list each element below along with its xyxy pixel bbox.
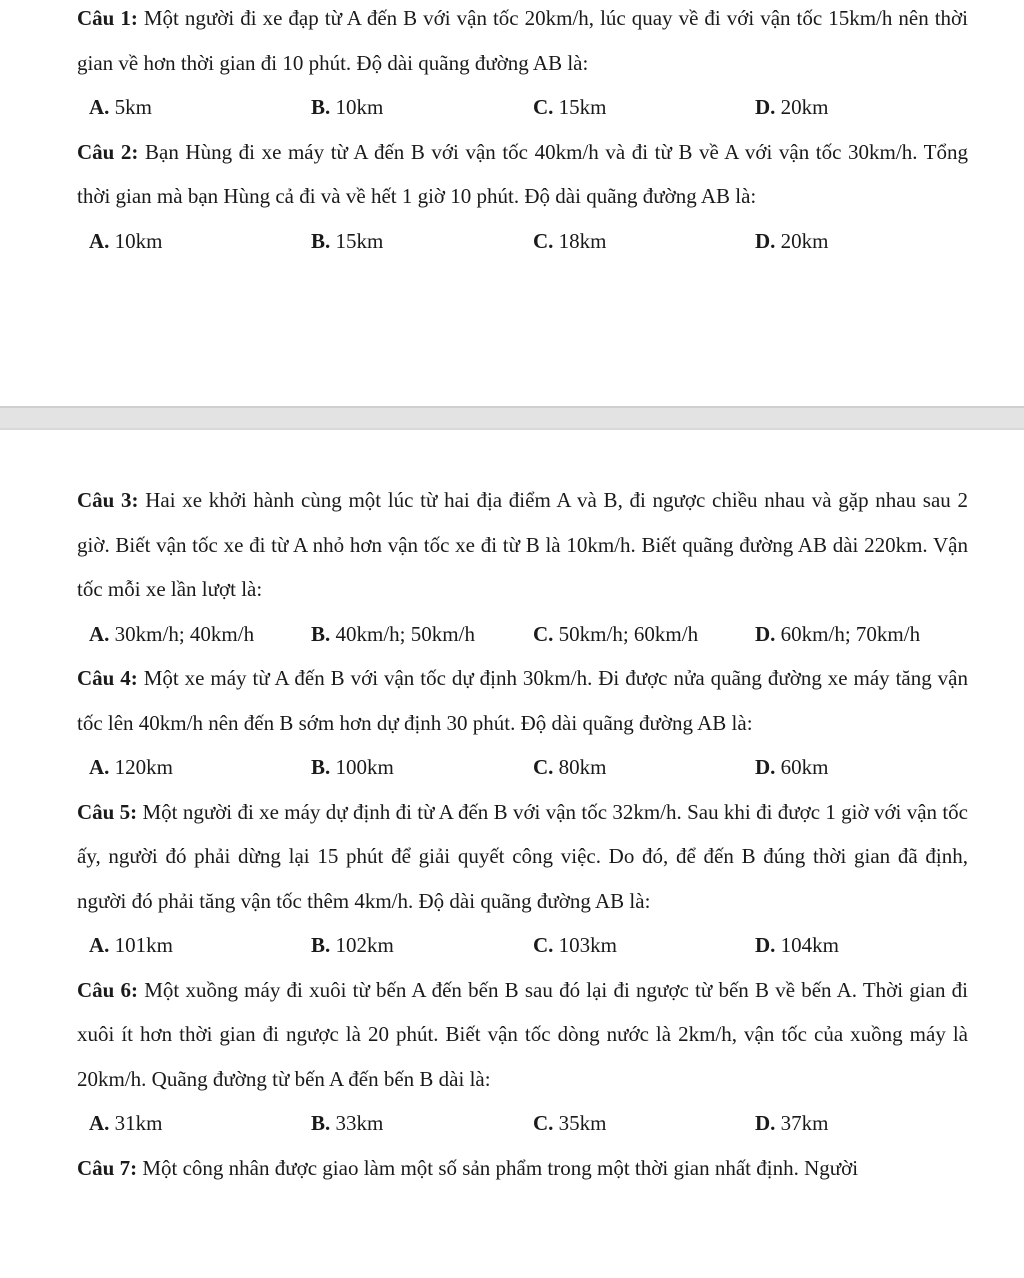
option-label: D. xyxy=(755,1111,776,1135)
option-text: 40km/h; 50km/h xyxy=(330,621,475,646)
question-label: Câu 4: xyxy=(77,666,138,690)
option-text: 100km xyxy=(330,755,394,779)
option-d xyxy=(755,85,977,130)
option-text: 20km xyxy=(775,95,829,119)
document-page-top xyxy=(0,0,1024,406)
option-b xyxy=(311,923,533,968)
option-label: A. xyxy=(89,228,110,253)
question-text: Một xe máy từ A đến B với vận tốc dự định 30km/h. Đi được nửa quãng đường xe máy tăng vận tốc lên 40km/h nên đến B sớm hơn dự định 30 phút. Độ dài quãng đường AB là: xyxy=(77,666,968,735)
option-text: 120km xyxy=(109,755,174,779)
option-text: 60km xyxy=(775,755,829,779)
option-label: D. xyxy=(755,933,776,957)
option-a xyxy=(89,745,311,790)
question-text: Bạn Hùng đi xe máy từ A đến B với vận tốc 40km/h và đi từ B về A với vận tốc 30km/h. Tổng thời gian mà bạn Hùng cả đi và về hết 1 giờ 10 phút. Độ dài quãng đường AB là: xyxy=(77,139,968,208)
option-d xyxy=(755,923,977,968)
option-c xyxy=(533,85,755,130)
option-label: B. xyxy=(311,228,331,253)
answer-options xyxy=(77,85,968,130)
option-text: 5km xyxy=(109,95,153,119)
document-page-bottom xyxy=(0,430,1024,1278)
option-text: 50km/h; 60km/h xyxy=(553,621,699,646)
option-label: D. xyxy=(755,621,776,646)
option-text: 15km xyxy=(553,95,607,119)
question-label: Câu 5: xyxy=(77,799,138,824)
option-label: A. xyxy=(89,1111,110,1135)
question-7 xyxy=(77,1146,968,1191)
answer-options xyxy=(77,923,968,968)
answer-options xyxy=(77,1101,968,1146)
option-label: B. xyxy=(311,755,331,779)
answer-options xyxy=(77,219,968,264)
option-label: C. xyxy=(533,755,554,779)
question-text: Một người đi xe đạp từ A đến B với vận tốc 20km/h, lúc quay về đi với vận tốc 15km/h nên thời gian về hơn thời gian đi 10 phút. Độ dài quãng đường AB là: xyxy=(77,6,969,75)
question-6 xyxy=(77,968,968,1102)
page-separator xyxy=(0,406,1024,430)
question-5 xyxy=(77,790,968,924)
question-text: Một người đi xe máy dự định đi từ A đến B với vận tốc 32km/h. Sau khi đi được 1 giờ với vận tốc ấy, người đó phải dừng lại 15 phút để giải quyết công việc. Do đó, để đến B đúng thời gian đã định, người đó phải tăng vận tốc thêm 4km/h. Độ dài quãng đường AB là: xyxy=(77,799,969,913)
question-2 xyxy=(77,130,968,219)
option-label: C. xyxy=(533,933,554,957)
option-text: 37km xyxy=(775,1111,829,1135)
option-text: 102km xyxy=(330,933,394,957)
option-text: 15km xyxy=(330,228,384,253)
option-label: A. xyxy=(89,95,110,119)
question-label: Câu 6: xyxy=(77,977,139,1002)
option-c xyxy=(533,612,755,657)
option-text: 18km xyxy=(553,228,607,253)
option-c xyxy=(533,923,755,968)
question-text: Hai xe khởi hành cùng một lúc từ hai địa điểm A và B, đi ngược chiều nhau và gặp nhau sau 2 giờ. Biết vận tốc xe đi từ A nhỏ hơn vận tốc xe đi từ B là 10km/h. Biết quãng đường AB dài 220km. Vận tốc mỗi xe lần lượt là: xyxy=(77,488,968,601)
option-label: D. xyxy=(755,755,776,779)
question-label: Câu 2: xyxy=(77,139,139,164)
option-c xyxy=(533,745,755,790)
option-d xyxy=(755,1101,977,1146)
option-b xyxy=(311,745,533,790)
question-text: Một công nhân được giao làm một số sản phẩm trong một thời gian nhất định. Người xyxy=(137,1155,859,1180)
option-text: 33km xyxy=(330,1111,384,1135)
option-label: C. xyxy=(533,621,554,646)
question-label: Câu 7: xyxy=(77,1155,138,1180)
option-a xyxy=(89,85,311,130)
option-text: 31km xyxy=(109,1111,163,1135)
question-label: Câu 3: xyxy=(77,488,139,512)
option-d xyxy=(755,219,977,264)
option-b xyxy=(311,1101,533,1146)
option-label: D. xyxy=(755,228,776,253)
option-text: 101km xyxy=(109,933,174,957)
question-text: Một xuồng máy đi xuôi từ bến A đến bến B sau đó lại đi ngược từ bến B về bến A. Thời gian đi xuôi ít hơn thời gian đi ngược là 20 phút. Biết vận tốc dòng nước là 2km/h, vận tốc của xuồng máy là 20km/h. Quãng đường từ bến A đến bến B dài là: xyxy=(77,977,968,1091)
option-c xyxy=(533,219,755,264)
option-a xyxy=(89,612,311,657)
answer-options xyxy=(77,612,968,657)
option-b xyxy=(311,219,533,264)
option-label: B. xyxy=(311,1111,331,1135)
option-label: C. xyxy=(533,228,554,253)
option-text: 104km xyxy=(775,933,840,957)
question-4 xyxy=(77,656,968,745)
option-text: 10km xyxy=(109,228,163,253)
answer-options xyxy=(77,745,968,790)
option-label: D. xyxy=(755,95,776,119)
option-text: 80km xyxy=(553,755,607,779)
option-label: C. xyxy=(533,1111,554,1135)
option-text: 10km xyxy=(330,95,384,119)
option-label: A. xyxy=(89,755,110,779)
option-text: 103km xyxy=(553,933,618,957)
option-text: 30km/h; 40km/h xyxy=(109,621,255,646)
option-label: C. xyxy=(533,95,554,119)
option-b xyxy=(311,85,533,130)
option-b xyxy=(311,612,533,657)
option-label: B. xyxy=(311,95,331,119)
option-d xyxy=(755,612,977,657)
option-a xyxy=(89,923,311,968)
option-text: 20km xyxy=(775,228,829,253)
option-label: A. xyxy=(89,621,110,646)
option-text: 60km/h; 70km/h xyxy=(775,621,921,646)
option-a xyxy=(89,1101,311,1146)
question-label: Câu 1: xyxy=(77,6,138,30)
question-3 xyxy=(77,478,968,612)
option-label: B. xyxy=(311,621,331,646)
option-text: 35km xyxy=(553,1111,607,1135)
option-label: B. xyxy=(311,933,331,957)
question-1 xyxy=(77,0,968,85)
option-label: A. xyxy=(89,933,110,957)
option-a xyxy=(89,219,311,264)
option-c xyxy=(533,1101,755,1146)
option-d xyxy=(755,745,977,790)
